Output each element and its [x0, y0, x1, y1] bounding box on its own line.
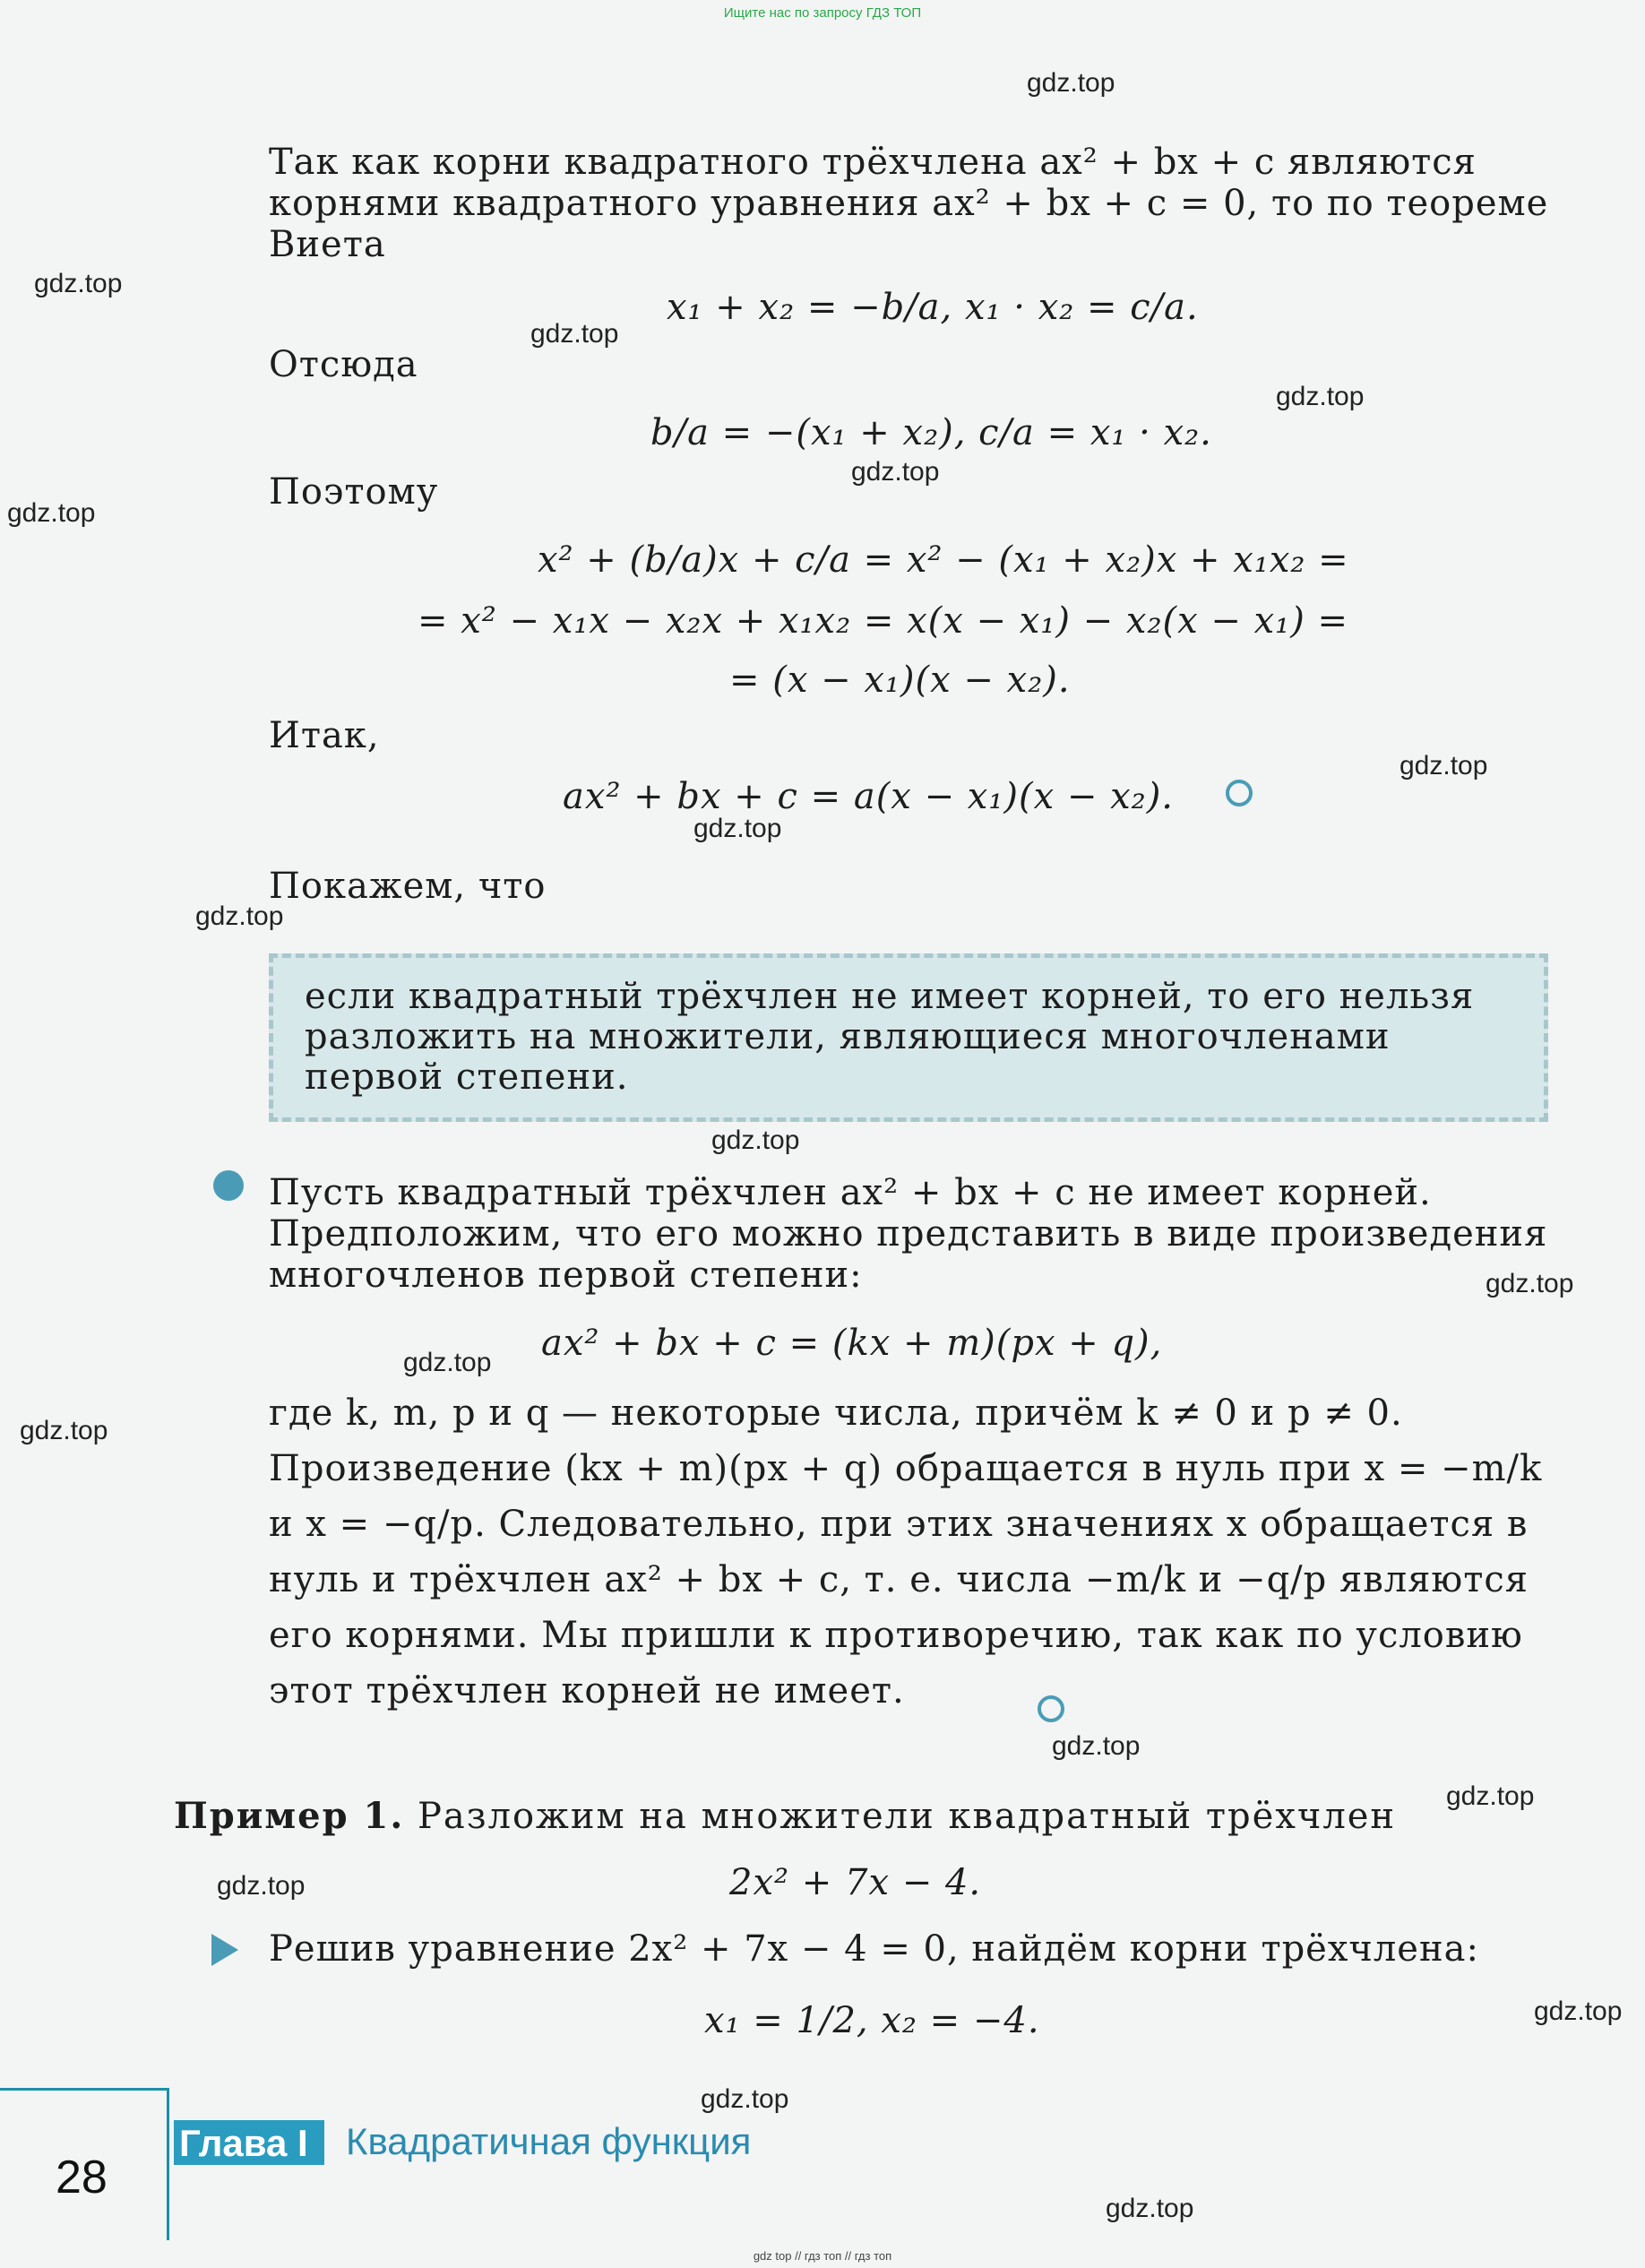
- product-formula: ax² + bx + c = (kx + m)(px + q),: [541, 1323, 1163, 1364]
- watermark: gdz.top: [1106, 2194, 1194, 2223]
- rule-text: если квадратный трёхчлен не имеет корней, то его нельзя разложить на множители, являющиеся многочленами первой степени.: [305, 976, 1475, 1098]
- trinomial-formula: 2x² + 7x − 4.: [729, 1862, 982, 1903]
- watermark: gdz.top: [1052, 1731, 1141, 1761]
- solution-text: Решив уравнение 2x² + 7x − 4 = 0, найдём корни трёхчлена:: [269, 1928, 1479, 1970]
- watermark: gdz.top: [1027, 68, 1115, 98]
- watermark: gdz.top: [851, 457, 940, 487]
- proof-end-icon: [1226, 780, 1253, 806]
- footer-divider: [0, 2088, 168, 2091]
- watermark: gdz.top: [1276, 382, 1365, 411]
- vieta-formula: x₁ + x₂ = −b/a, x₁ · x₂ = c/a.: [667, 287, 1199, 328]
- chapter-label: Глава I: [179, 2122, 308, 2164]
- watermark: gdz.top: [7, 498, 96, 528]
- proof-paragraph-2: где k, m, p и q — некоторые числа, причём k ≠ 0 и p ≠ 0. Произведение (kx + m)(px + q) обращается в нуль при x = −m/k и x = −q/p. Следовательно, при этих значениях x обращается в нуль и трёхчлен ax² + bx + c, т. е. числа −m/k и −q/p являются его корнями. Мы пришли к противоречию, так как по условию этот трёхчлен корней не имеет.: [269, 1393, 1543, 1712]
- watermark: gdz.top: [1486, 1269, 1574, 1298]
- watermark: gdz.top: [711, 1125, 800, 1155]
- page-number: 28: [56, 2152, 108, 2203]
- watermark: gdz.top: [20, 1416, 108, 1445]
- otsyuda-label: Отсюда: [269, 344, 418, 385]
- proof-end-icon: [1038, 1695, 1064, 1722]
- equation-line-2: = x² − x₁x − x₂x + x₁x₂ = x(x − x₁) − x₂(x − x₁) =: [418, 600, 1349, 642]
- roots-formula: x₁ = 1/2, x₂ = −4.: [704, 2000, 1040, 2041]
- equation-line-3: = (x − x₁)(x − x₂).: [729, 660, 1071, 701]
- poetomu-label: Поэтому: [269, 471, 439, 513]
- example-text: Разложим на множители квадратный трёхчлен: [417, 1796, 1397, 1837]
- watermark: gdz.top: [195, 901, 284, 931]
- watermark: gdz.top: [403, 1348, 492, 1377]
- watermark: gdz.top: [693, 814, 782, 843]
- top-note: Ищите нас по запросу ГДЗ ТОП: [723, 5, 922, 21]
- itak-label: Итак,: [269, 715, 380, 756]
- intro-paragraph: Так как корни квадратного трёхчлена ax² + bx + c являются корнями квадратного уравнения ax² + bx + c = 0, то по теореме Виета: [269, 142, 1549, 265]
- watermark: gdz.top: [217, 1871, 306, 1901]
- proof-paragraph-1: Пусть квадратный трёхчлен ax² + bx + c не имеет корней. Предположим, что его можно представить в виде произведения многочленов первой степени:: [269, 1172, 1548, 1296]
- example-label: Пример 1.: [174, 1795, 405, 1837]
- watermark: gdz.top: [530, 319, 619, 349]
- factorization-formula: ax² + bx + c = a(x − x₁)(x − x₂).: [563, 776, 1175, 817]
- solution-start-icon: [211, 1934, 238, 1966]
- equation-line-1: x² + (b/a)x + c/a = x² − (x₁ + x₂)x + x₁x₂ =: [538, 539, 1349, 581]
- watermark: gdz.top: [1534, 1996, 1623, 2026]
- watermark: gdz.top: [34, 269, 123, 298]
- bottom-note: gdz top // гдз топ // гдз топ: [753, 2249, 892, 2263]
- ratio-formula: b/a = −(x₁ + x₂), c/a = x₁ · x₂.: [650, 412, 1212, 453]
- footer-divider: [167, 2088, 169, 2240]
- watermark: gdz.top: [701, 2084, 789, 2114]
- example-heading: [174, 1796, 1396, 1837]
- pokazhem-label: Покажем, что: [269, 866, 547, 907]
- watermark: gdz.top: [1400, 751, 1488, 780]
- watermark: gdz.top: [1446, 1781, 1535, 1811]
- chapter-title: Квадратичная функция: [346, 2120, 752, 2162]
- proof-start-icon: [213, 1170, 244, 1201]
